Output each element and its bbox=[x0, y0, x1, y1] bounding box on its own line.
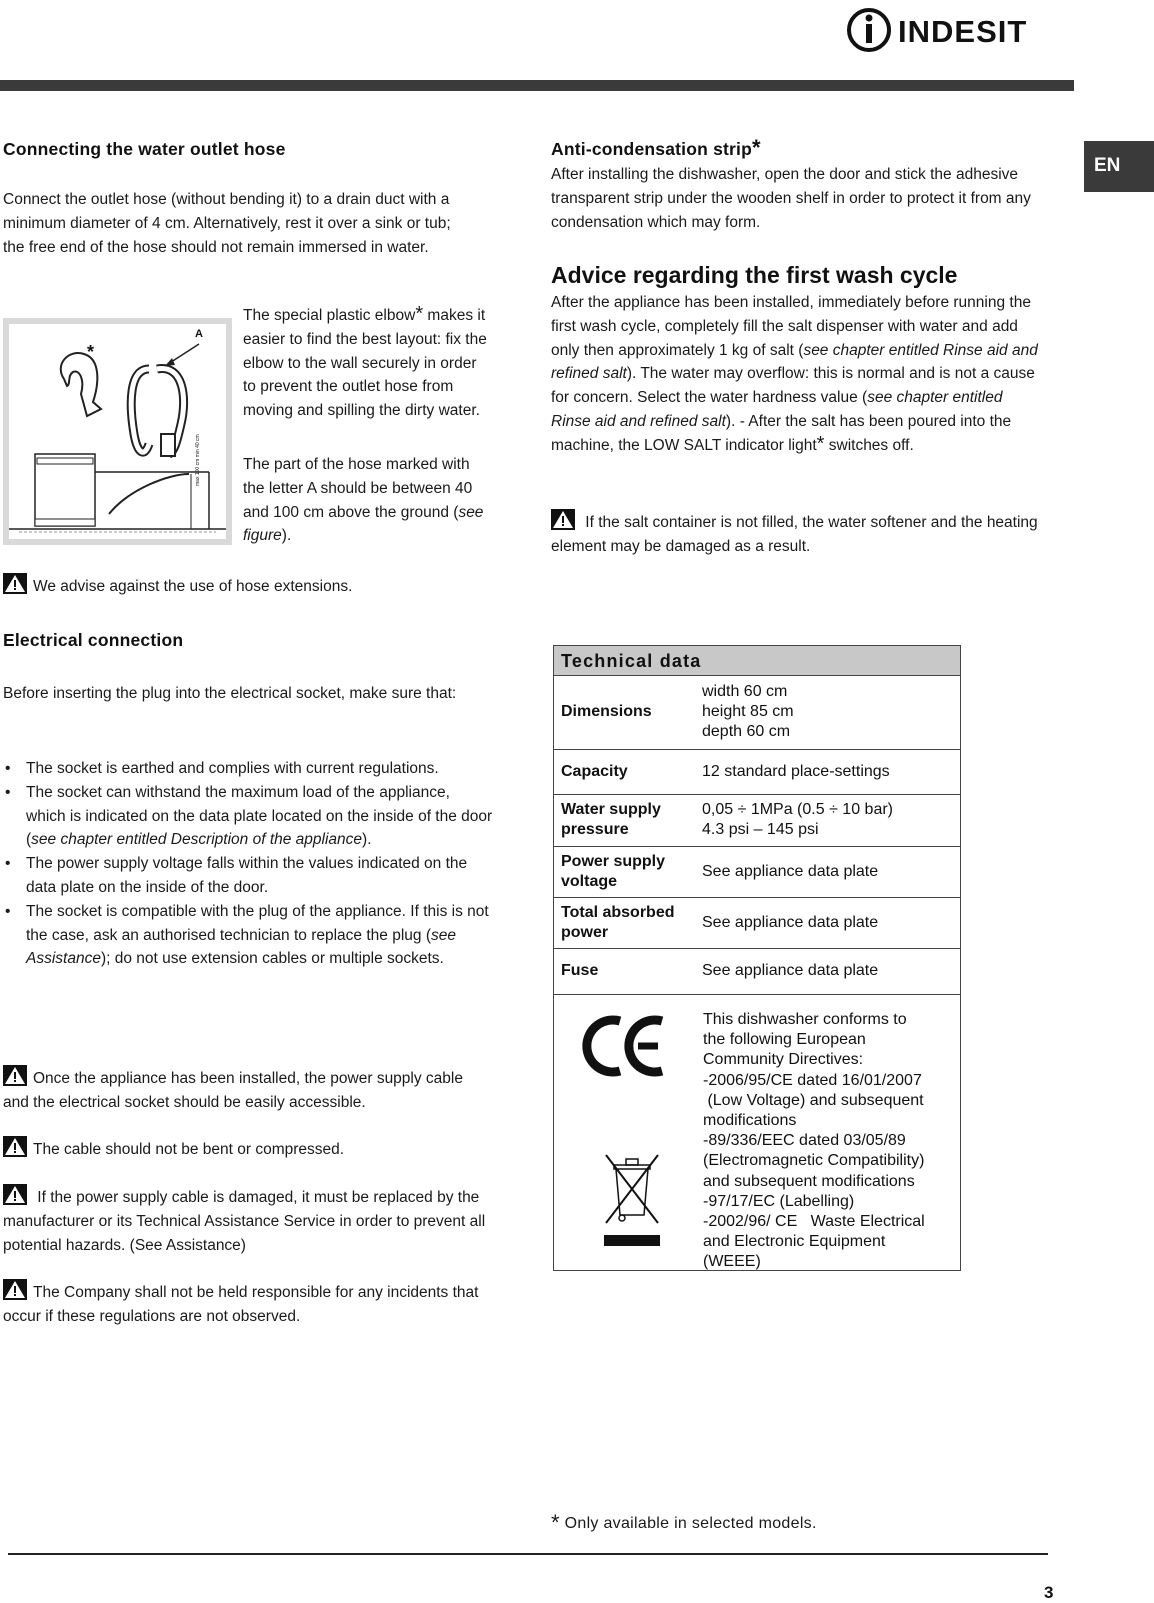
electrical-warning-4: The Company shall not be held responsible for any incidents that occur if these regulations are not observed. bbox=[3, 1279, 483, 1329]
anticondensation-title: Anti-condensation strip* bbox=[551, 135, 761, 160]
table-row: Capacity 12 standard place-settings bbox=[554, 749, 960, 794]
crossed-bin-icon bbox=[602, 1151, 662, 1247]
list-item: • The socket is compatible with the plug of the appliance. If this is not the case, ask an authorised technician to replace the plug (see Assistance); do not use extension cables or multiple sockets. bbox=[3, 900, 493, 971]
technical-data-rows bbox=[554, 676, 960, 995]
footer-rule bbox=[8, 1553, 1048, 1555]
electrical-warning-1: Once the appliance has been installed, the power supply cable and the electrical socket should be easily accessible. bbox=[3, 1065, 493, 1115]
warning-icon bbox=[3, 1136, 27, 1157]
ce-mark-icon bbox=[582, 1013, 666, 1079]
elbow-description: The special plastic elbow* makes it easier to find the best layout: fix the elbow to the wall securely in order to prevent the outlet hose from moving and spilling the dirty water. bbox=[243, 303, 487, 420]
see-figure-ref: see figure bbox=[243, 503, 484, 545]
ce-mark bbox=[582, 1013, 666, 1079]
technical-data-header: Technical data bbox=[554, 646, 960, 676]
page-number: 3 bbox=[1044, 1583, 1054, 1602]
technical-data-table bbox=[553, 645, 961, 1271]
electrical-warning-3: If the power supply cable is damaged, it must be replaced by the manufacturer or its Technical Assistance Service in order to prevent all potential hazards. (See Assistance) bbox=[3, 1184, 495, 1257]
table-row: Fuse See appliance data plate bbox=[554, 948, 960, 994]
electrical-title: Electrical connection bbox=[3, 630, 184, 650]
list-item: • The socket can withstand the maximum load of the appliance, which is indicated on the data plate located on the inside of the door (see chapter entitled Description of the appliance). bbox=[3, 781, 493, 852]
advice-text: After the appliance has been installed, immediately before running the first wash cycle, completely fill the salt dispenser with water and add only then approximately 1 kg of salt (see chapter entitled Rinse aid and refined salt). The water may overflow: this is normal and is not a cause for concern. Select the water hardness value (see chapter entitled Rinse aid and refined salt). - After the salt has been poured into the machine, the LOW SALT indicator light* switches off. bbox=[551, 294, 1038, 455]
brand-name: INDESIT bbox=[898, 14, 1028, 49]
figure-height-label: max 100 cm min 40 cm bbox=[195, 434, 201, 486]
outlet-intro: Connect the outlet hose (without bending it) to a drain duct with a minimum diameter of 4 cm. Alternatively, rest it over a sink or tub; the free end of the hose should not remain immersed in water. bbox=[3, 191, 451, 256]
outlet-hose-figure bbox=[3, 318, 232, 545]
table-row: Dimensions width 60 cm height 85 cm depth 60 cm bbox=[554, 676, 960, 749]
advice-title: Advice regarding the first wash cycle bbox=[551, 262, 958, 288]
figure-label-star: * bbox=[87, 342, 95, 362]
outlet-hose-drawing-icon bbox=[9, 324, 226, 539]
warning-icon bbox=[3, 1065, 27, 1086]
footnote: * Only available in selected models. bbox=[551, 1510, 817, 1535]
list-item: • The power supply voltage falls within the values indicated on the data plate on the inside of the door. bbox=[3, 852, 493, 900]
warning-icon bbox=[3, 1279, 27, 1300]
hose-part-a-description: The part of the hose marked with the letter A should be between 40 and 100 cm above the ground (see figure). bbox=[243, 456, 484, 545]
language-tab-label: EN bbox=[1094, 155, 1121, 176]
figure-label-a: A bbox=[195, 328, 203, 340]
warning-icon bbox=[3, 573, 27, 594]
warning-icon bbox=[3, 1184, 27, 1205]
table-row: Power supply voltage See appliance data plate bbox=[554, 846, 960, 897]
language-tab bbox=[1084, 141, 1154, 192]
weee-symbol bbox=[602, 1151, 662, 1247]
brand-logo bbox=[846, 6, 1041, 54]
anticondensation-text: After installing the dishwasher, open the door and stick the adhesive transparent strip under the wooden shelf in order to protect it from any condensation which may form. bbox=[551, 166, 1031, 231]
outlet-title: Connecting the water outlet hose bbox=[3, 139, 286, 159]
electrical-checklist bbox=[3, 757, 493, 971]
electrical-warning-2: The cable should not be bent or compressed. bbox=[3, 1136, 493, 1162]
header-bar bbox=[0, 80, 1074, 91]
list-item: • The socket is earthed and complies with current regulations. bbox=[3, 757, 493, 781]
conformity-text: This dishwasher conforms to the following European Community Directives: -2006/95/CE dated 16/01/2007 (Low Voltage) and subsequent modifications -89/336/EEC dated 03/05/89 (Electromagnetic Compatibility) and subsequent modifications -97/17/EC (Labelling) -2002/96/ CE Waste Electrical and Electronic Equipment (WEEE) bbox=[703, 1011, 925, 1271]
warning-icon bbox=[551, 509, 575, 530]
hose-extension-warning: We advise against the use of hose extensions. bbox=[3, 573, 483, 599]
table-row: Total absorbed power See appliance data plate bbox=[554, 897, 960, 948]
electrical-intro: Before inserting the plug into the electrical socket, make sure that: bbox=[3, 685, 457, 702]
salt-warning: If the salt container is not filled, the water softener and the heating element may be damaged as a result. bbox=[551, 509, 1041, 559]
table-row: Water supply pressure 0,05 ÷ 1MPa (0.5 ÷ 10 bar) 4.3 psi – 145 psi bbox=[554, 794, 960, 846]
